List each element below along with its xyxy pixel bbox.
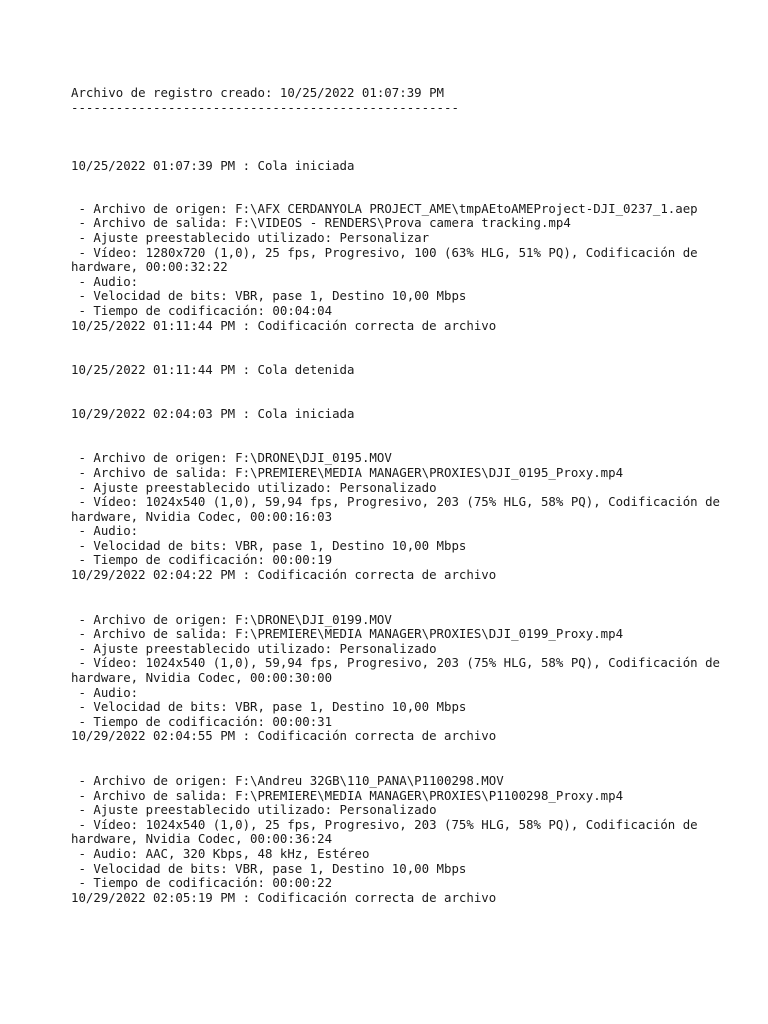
entry-result: 10/29/2022 02:04:22 PM : Codificación correcta de archivo	[71, 567, 497, 583]
entry-bitrate: - Velocidad de bits: VBR, pase 1, Destino 10,00 Mbps	[71, 288, 467, 304]
entry-video: - Vídeo: 1024x540 (1,0), 59,94 fps, Progresivo, 203 (75% HLG, 58% PQ), Codificación de hardware, Nvidia Codec, 00:00:16:03	[71, 494, 728, 524]
entry-output: - Archivo de salida: F:\PREMIERE\MEDIA MANAGER\PROXIES\DJI_0195_Proxy.mp4	[71, 464, 624, 480]
entry-output: - Archivo de salida: F:\VIDEOS - RENDERS\Prova camera tracking.mp4	[71, 215, 571, 231]
log-divider: ----------------------------------------------------	[71, 99, 459, 115]
log-entry	[71, 613, 731, 744]
entry-audio: - Audio:	[71, 684, 139, 700]
entry-video: - Vídeo: 1024x540 (1,0), 25 fps, Progresivo, 203 (75% HLG, 58% PQ), Codificación de hardware, Nvidia Codec, 00:00:36:24	[71, 816, 706, 847]
queue-start-line: 10/25/2022 01:07:39 PM : Cola iniciada	[71, 158, 355, 174]
entry-result: 10/29/2022 02:05:19 PM : Codificación correcta de archivo	[71, 889, 497, 905]
entry-output: - Archivo de salida: F:\PREMIERE\MEDIA MANAGER\PROXIES\P1100298_Proxy.mp4	[71, 787, 624, 803]
entry-source: - Archivo de origen: F:\AFX CERDANYOLA PROJECT_AME\tmpAEtoAMEProject-DJI_0237_1.aep	[71, 200, 698, 216]
queue-stop-line: 10/25/2022 01:11:44 PM : Cola detenida	[71, 362, 355, 378]
entry-audio: - Audio:	[71, 273, 139, 289]
entry-result: 10/29/2022 02:04:55 PM : Codificación correcta de archivo	[71, 728, 497, 744]
entry-encode-time: - Tiempo de codificación: 00:00:19	[71, 552, 333, 568]
entry-output: - Archivo de salida: F:\PREMIERE\MEDIA MANAGER\PROXIES\DJI_0199_Proxy.mp4	[71, 626, 624, 642]
entry-preset: - Ajuste preestablecido utilizado: Personalizado	[71, 640, 437, 656]
log-document	[71, 86, 731, 905]
entry-preset: - Ajuste preestablecido utilizado: Personalizado	[71, 479, 437, 495]
entry-preset: - Ajuste preestablecido utilizado: Personalizado	[71, 802, 437, 818]
entry-preset: - Ajuste preestablecido utilizado: Personalizar	[71, 229, 430, 245]
log-created-line: Archivo de registro creado: 10/25/2022 01:07:39 PM	[71, 85, 444, 100]
entry-result: 10/25/2022 01:11:44 PM : Codificación correcta de archivo	[71, 317, 497, 333]
log-entry	[71, 451, 731, 582]
entry-audio: - Audio:	[71, 523, 139, 539]
entry-source: - Archivo de origen: F:\Andreu 32GB\110_PANA\P1100298.MOV	[71, 773, 504, 788]
entry-source: - Archivo de origen: F:\DRONE\DJI_0199.MOV	[71, 611, 392, 627]
entry-bitrate: - Velocidad de bits: VBR, pase 1, Destino 10,00 Mbps	[71, 537, 467, 553]
entry-encode-time: - Tiempo de codificación: 00:00:22	[71, 875, 333, 891]
entry-bitrate: - Velocidad de bits: VBR, pase 1, Destino 10,00 Mbps	[71, 860, 467, 876]
entry-video: - Vídeo: 1024x540 (1,0), 59,94 fps, Progresivo, 203 (75% HLG, 58% PQ), Codificación de hardware, Nvidia Codec, 00:00:30:00	[71, 655, 728, 686]
entry-audio: - Audio: AAC, 320 Kbps, 48 kHz, Estéreo	[71, 845, 370, 861]
log-entry	[71, 202, 731, 333]
log-entry	[71, 774, 731, 905]
entry-video: - Vídeo: 1280x720 (1,0), 25 fps, Progresivo, 100 (63% HLG, 51% PQ), Codificación de hardware, 00:00:32:22	[71, 244, 706, 275]
entry-encode-time: - Tiempo de codificación: 00:00:31	[71, 713, 333, 729]
entry-source: - Archivo de origen: F:\DRONE\DJI_0195.MOV	[71, 450, 392, 466]
entry-encode-time: - Tiempo de codificación: 00:04:04	[71, 302, 333, 318]
entry-bitrate: - Velocidad de bits: VBR, pase 1, Destino 10,00 Mbps	[71, 699, 467, 715]
queue-start-line: 10/29/2022 02:04:03 PM : Cola iniciada	[71, 405, 355, 421]
